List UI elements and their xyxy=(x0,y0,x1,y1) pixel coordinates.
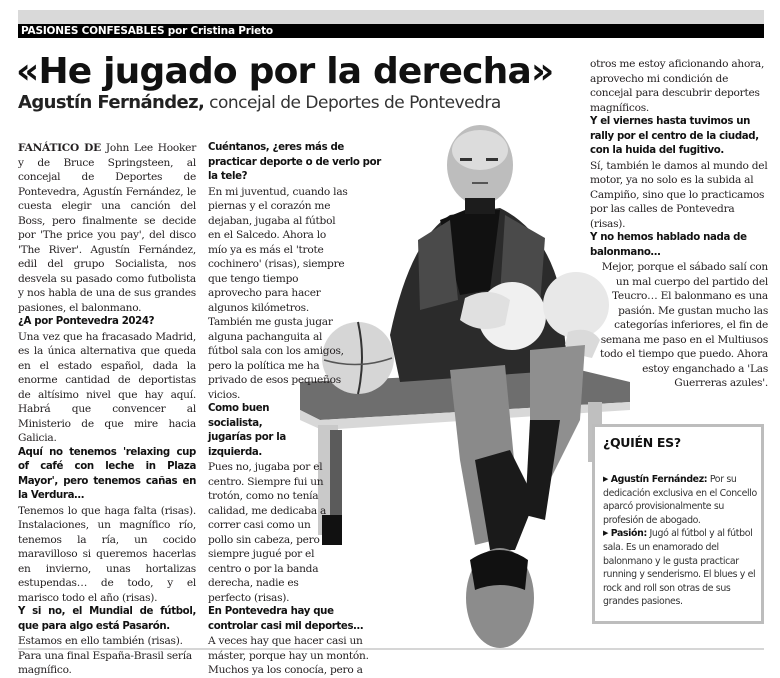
box-item-label: Pasión: xyxy=(610,528,647,540)
header-gray-band xyxy=(18,10,764,24)
section-label: PASIONES CONFESABLES por Cristina Prieto xyxy=(21,25,273,37)
answer: Mejor, porque el sábado salí con un mal cuerpo del partido del Teucro… El balonmano es una pasión. Me gustan mucho las categorías inferiores, el fin de semana me paso en el Multiusos todo el tiempo que puedo. Ahora estoy enganchado a 'Las Guerreras azules'. xyxy=(600,261,768,389)
intro-text: John Lee Hooker y de Bruce Springsteen, al concejal de Deportes de Pontevedra, Agustín Fernández, le cuesta elegir una canción del Boss, pero finalmente se decide por 'The price you pay', del disco 'The River'. Agustín Fernández, edil del grupo Socialista, nos desvela su pasado como futbolista y nos habla de una de sus grandes pasiones, el balonmano. xyxy=(18,142,197,314)
intro-paragraph xyxy=(18,141,196,315)
box-item-text: Por su dedicación exclusiva en el Concello aparcó provisionalmente su profesión de abogado. xyxy=(603,474,757,526)
answer: En mi juventud, cuando las piernas y el corazón me dejaban, jugaba al fútbol en el Salcedo. Ahora lo mío ya es más el 'trote cochinero' (risas), siempre que tengo tiempo aprovecho para hacer algunos kilómetros. También me gusta jugar alguna pachanguita al fútbol sala con los amigos, pero la política me ha privado de esos pequeños vicios. xyxy=(208,185,348,401)
question: Y el viernes hasta tuvimos un rally por el centro de la ciudad, con la huida del fugitivo. xyxy=(590,116,759,156)
subtitle-role: concejal de Deportes de Pontevedra xyxy=(209,93,501,113)
box-body xyxy=(603,473,757,609)
answer: Pues no, jugaba por el centro. Siempre fui un trotón, como no tenía calidad, me dedicaba a correr casi como un pollo sin cabeza, pero siempre jugué por el centro o por la banda derecha, nadie es perfecto (risas). xyxy=(208,461,327,604)
lead-in: FANÁTICO DE xyxy=(18,142,101,154)
answer: Estamos en ello también (risas). Para una final España-Brasil sería magnífico. xyxy=(18,635,192,676)
triangle-bullet-icon: ▶ xyxy=(603,475,609,483)
box-item xyxy=(603,473,757,527)
bottom-rule xyxy=(18,648,764,650)
subtitle xyxy=(18,92,501,114)
answer: otros me estoy aficionando ahora, aprovecho mi condición de concejal para descubrir deportes magníficos. xyxy=(590,58,765,114)
article-column-1 xyxy=(18,141,196,678)
question: ¿A por Pontevedra 2024? xyxy=(18,316,155,327)
headline: «He jugado por la derecha» xyxy=(16,51,554,92)
question: Aquí no tenemos 'relaxing cup of café con leche in Plaza Mayor', pero tenemos cañas en la Verdura… xyxy=(18,446,196,501)
question: Cuéntanos, ¿eres más de practicar deporte o de verlo por la tele? xyxy=(208,142,381,182)
answer: Tenemos lo que haga falta (risas). Instalaciones, un magnífico río, tenemos la ría, un cocido maravilloso si queremos hacerlas en invierno, unas hortalizas estupendas… de todo, y el marisco todo el año (risas). xyxy=(18,504,196,604)
question: Y si no, el Mundial de fútbol, que para algo está Pasarón. xyxy=(18,606,196,632)
question: Y no hemos hablado nada de balonmano… xyxy=(590,232,747,258)
article-column-2 xyxy=(208,141,386,678)
answer: Sí, también le damos al mundo del motor, ya no solo es la subida al Campiño, sino que lo practicamos por las calles de Pontevedra (risas). xyxy=(590,159,768,230)
box-title: ¿QUIÉN ES? xyxy=(603,435,681,450)
answer: A veces hay que hacer casi un máster, porque hay un montón. Muchos ya los conocía, pero a xyxy=(208,635,369,676)
question: Como buen socialista, jugarías por la izquierda. xyxy=(208,403,286,458)
article-column-3 xyxy=(590,57,768,391)
question: En Pontevedra hay que controlar casi mil deportes… xyxy=(208,606,364,632)
answer: Una vez que ha fracasado Madrid, es la única alternativa que queda en el estado español, dada la enorme cantidad de deportistas de altísimo nivel que hay aquí. Habrá que convencer al Ministerio de que mire hacia Galicia. xyxy=(18,330,196,444)
triangle-bullet-icon: ▶ xyxy=(603,529,609,538)
quien-es-box xyxy=(592,424,764,624)
box-item-text: Jugó al fútbol y al fútbol sala. Es un enamorado del balonmano y le gusta practicar running y senderismo. El blues y el rock and roll son otras de sus grandes pasiones. xyxy=(603,528,756,608)
box-item-label: Agustín Fernández: xyxy=(610,474,708,485)
box-item xyxy=(603,527,757,609)
subtitle-name: Agustín Fernández, xyxy=(18,92,205,113)
